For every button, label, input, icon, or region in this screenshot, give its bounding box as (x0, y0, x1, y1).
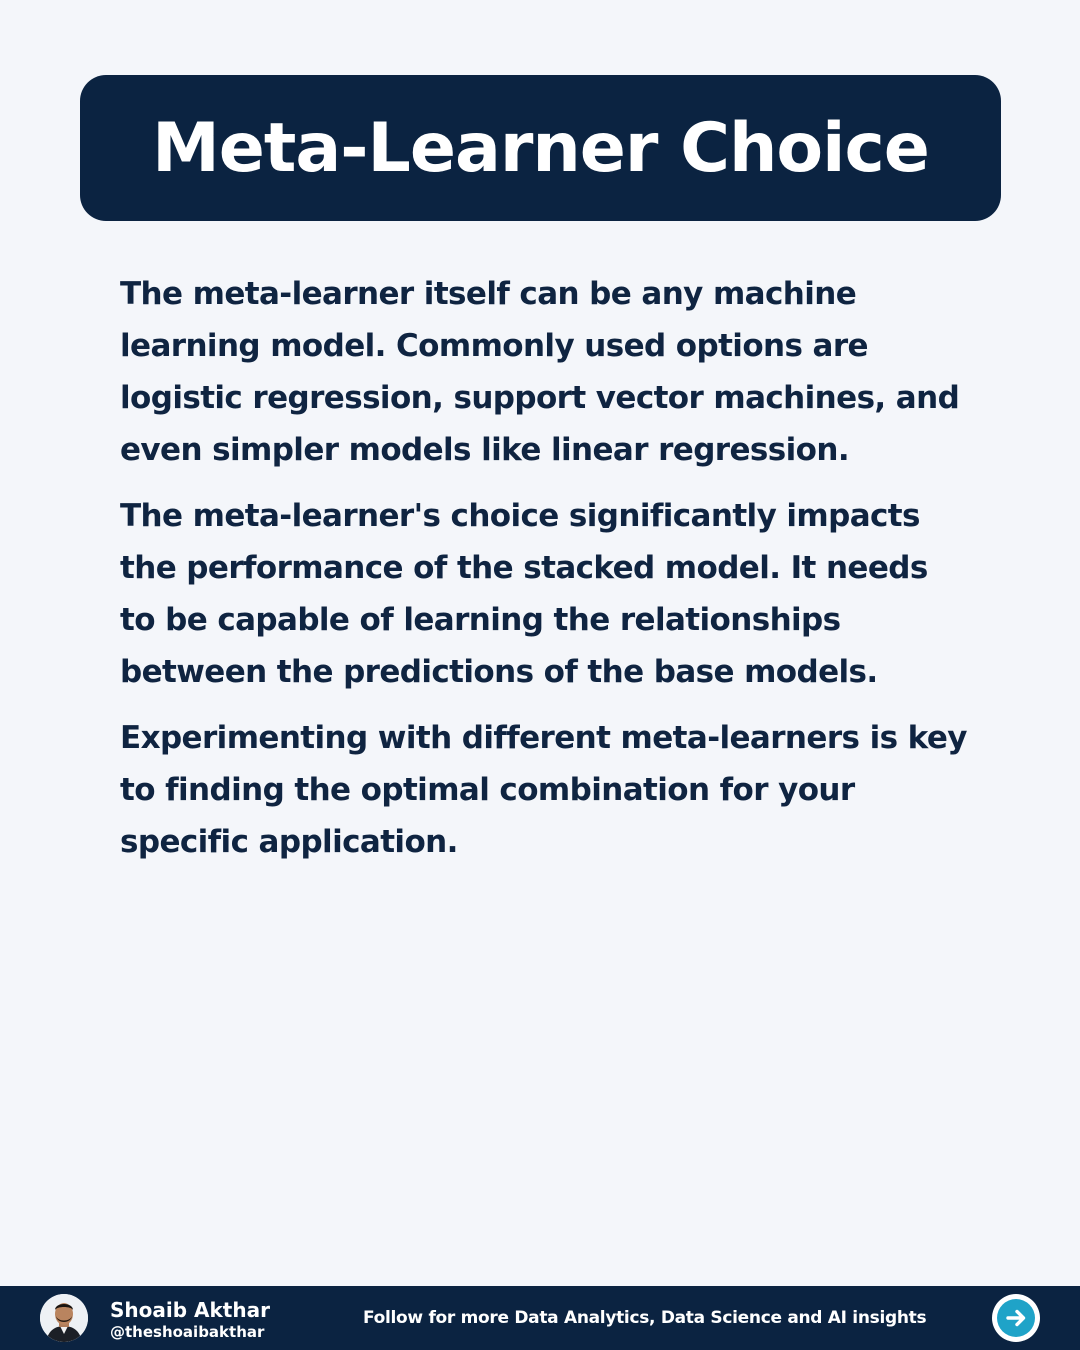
next-button[interactable] (992, 1294, 1040, 1342)
paragraph-3: Experimenting with different meta-learners is key to finding the optimal combination for your specific application. (120, 720, 967, 860)
paragraph-1: The meta-learner itself can be any machine learning model. Commonly used options are logistic regression, support vector machines, and even simpler models like linear regression. (120, 276, 960, 468)
page-title: Meta-Learner Choice (152, 108, 929, 188)
avatar-image (40, 1294, 88, 1342)
avatar[interactable] (40, 1294, 88, 1342)
author-handle[interactable]: @theshoaibakthar (110, 1323, 265, 1341)
content-body (120, 268, 970, 882)
author-name: Shoaib Akthar (110, 1298, 270, 1322)
title-banner (80, 75, 1001, 221)
follow-cta: Follow for more Data Analytics, Data Science and AI insights (363, 1308, 927, 1328)
arrow-right-icon (1003, 1305, 1029, 1331)
arrow-right-circle-icon (997, 1299, 1035, 1337)
footer-bar (0, 1286, 1080, 1350)
paragraph-2: The meta-learner's choice significantly impacts the performance of the stacked model. It needs to be capable of learning the relationships between the predictions of the base models. (120, 498, 928, 690)
